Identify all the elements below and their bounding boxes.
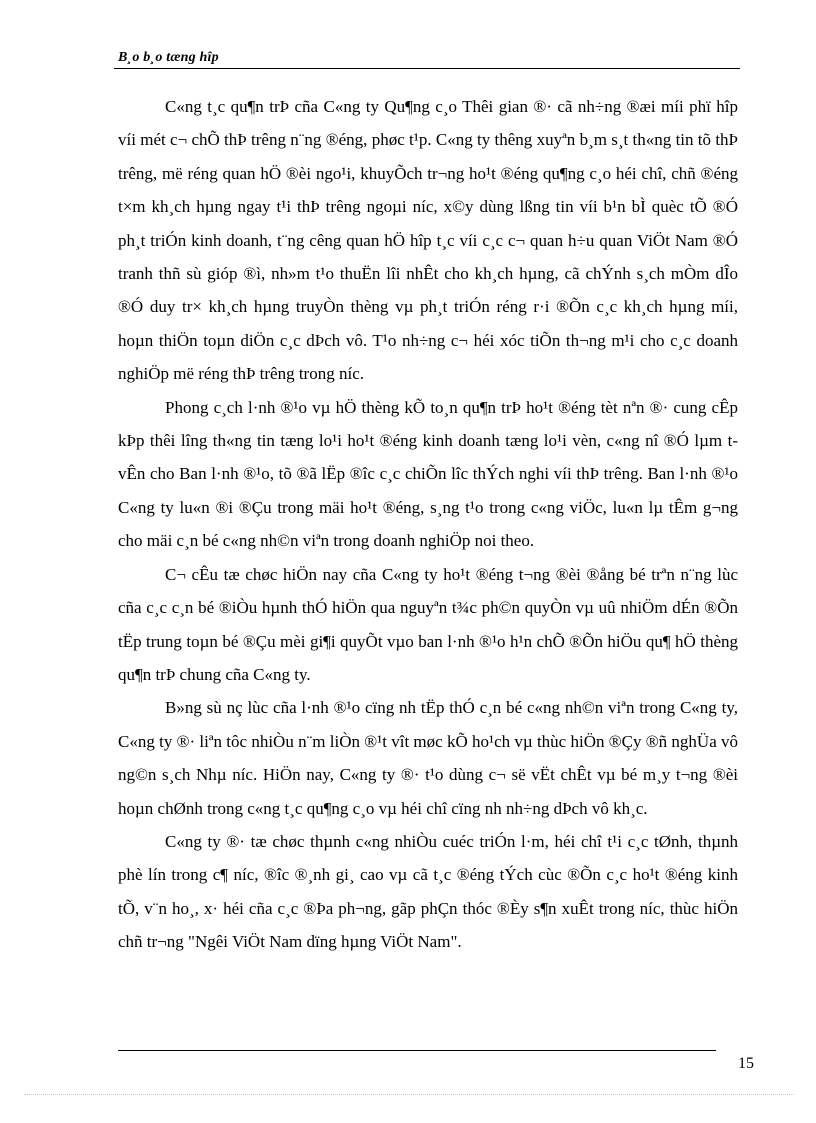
paragraph-leadership: Phong c¸ch l·nh ®¹o vµ hÖ thèng kÕ to¸n qu¶n trÞ ho¹t ®éng tèt nªn ®· cung cÊp kÞp thêi lîng th«ng tin tæng lo¹i ho¹t ®éng kinh doanh tæng lo¹i vèn, c«ng nî ®Ó lµm t vÊn cho Ban l·nh ®¹o, tõ ®ã lËp ®îc c¸c chiÕn lîc thÝch nghi víi thÞ trêng. Ban l·nh ®¹o C«ng ty lu«n ®i ®Çu trong mäi ho¹t ®éng, s¸ng t¹o trong c«ng viÖc, lu«n lµ tÊm g¬ng cho mäi c¸n bé c«ng nh©n viªn trong doanh nghiÖp noi theo.: [118, 397, 738, 551]
document-body: [118, 90, 738, 959]
header-title: B¸o b¸o tæng hîp: [118, 50, 219, 65]
paragraph-achievements: B»ng sù nç lùc cña l·nh ®¹o cïng nh tËp thÓ c¸n bé c«ng nh©n viªn trong C«ng ty, C«ng ty ®· liªn tôc nhiÒu n¨m liÒn ®¹t vît møc kÕ ho¹ch vµ thùc hiÖn ®Çy ®ñ nghÜa vô ng©n s¸ch Nhµ níc. HiÖn nay, C«ng ty ®· t¹o dùng c¬ së vËt chÊt vµ bé m¸y t¬ng ®èi hoµn chØnh trong c«ng t¸c qu¶ng c¸o vµ héi chî cïng nh nh÷ng dÞch vô kh¸c.: [118, 698, 738, 818]
paragraph-management: C«ng t¸c qu¶n trÞ cña C«ng ty Qu¶ng c¸o Thêi gian ®· cã nh÷ng ®æi míi phï hîp víi mét c¬ chÕ thÞ trêng n¨ng ®éng, phøc t¹p. C«ng ty thêng xuyªn b¸m s¸t th«ng tin tõ thÞ trêng, më réng quan hÖ ®èi ngo¹i, khuyÕch tr¬ng ho¹t ®éng qu¶ng c¸o héi chî, chñ ®éng t×m kh¸ch hµng ngay t¹i thÞ trêng ngoµi níc, x©y dùng lßng tin víi b¹n bÌ quèc tÕ ®Ó ph¸t triÓn kinh doanh, t¨ng cêng quan hÖ hîp t¸c víi c¸c c¬ quan h÷u quan ViÖt Nam ®Ó tranh thñ sù gióp ®ì, nh»m t¹o thuËn lîi nhÊt cho kh¸ch hµng, cã chÝnh s¸ch mÒm dÎo ®Ó duy tr× kh¸ch hµng truyÒn thèng vµ ph¸t triÓn réng r·i ®Õn c¸c kh¸ch hµng míi, hoµn thiÖn toµn diÖn c¸c dÞch vô. T¹o nh÷ng c¬ héi xóc tiÕn th¬ng m¹i cho c¸c doanh nghiÖp më réng thÞ trêng trong níc.: [118, 97, 738, 384]
page-number: 15: [738, 1055, 754, 1072]
paragraph-exhibitions: C«ng ty ®· tæ chøc thµnh c«ng nhiÒu cuéc triÓn l·m, héi chî t¹i c¸c tØnh, thµnh phè lín trong c¶ níc, ®îc ®¸nh gi¸ cao vµ cã t¸c ®éng tÝch cùc ®Õn c¸c ho¹t ®éng kinh tÕ, v¨n ho¸, x· héi cña c¸c ®Þa ph¬ng, gãp phÇn thóc ®Èy s¶n xuÊt trong níc, thùc hiÖn chñ tr¬ng "Ngêi ViÖt Nam dïng hµng ViÖt Nam".: [118, 831, 738, 952]
footer-rule: [118, 1050, 716, 1051]
header-rule: [114, 68, 740, 69]
page-bottom-dotted-rule: [24, 1094, 794, 1095]
paragraph-structure: C¬ cÊu tæ chøc hiÖn nay cña C«ng ty ho¹t ®éng t¬ng ®èi ®ång bé trªn n¨ng lùc cña c¸c c¸n bé ®iÒu hµnh thÓ hiÖn qua nguyªn t¾c ph©n quyÒn vµ uû nhiÖm dÉn ®Õn tËp trung toµn bé ®Çu mèi gi¶i quyÕt vµo ban l·nh ®¹o h¹n chÕ ®Õn hiÖu qu¶ hÖ thèng qu¶n trÞ chung cña C«ng ty.: [118, 564, 738, 684]
